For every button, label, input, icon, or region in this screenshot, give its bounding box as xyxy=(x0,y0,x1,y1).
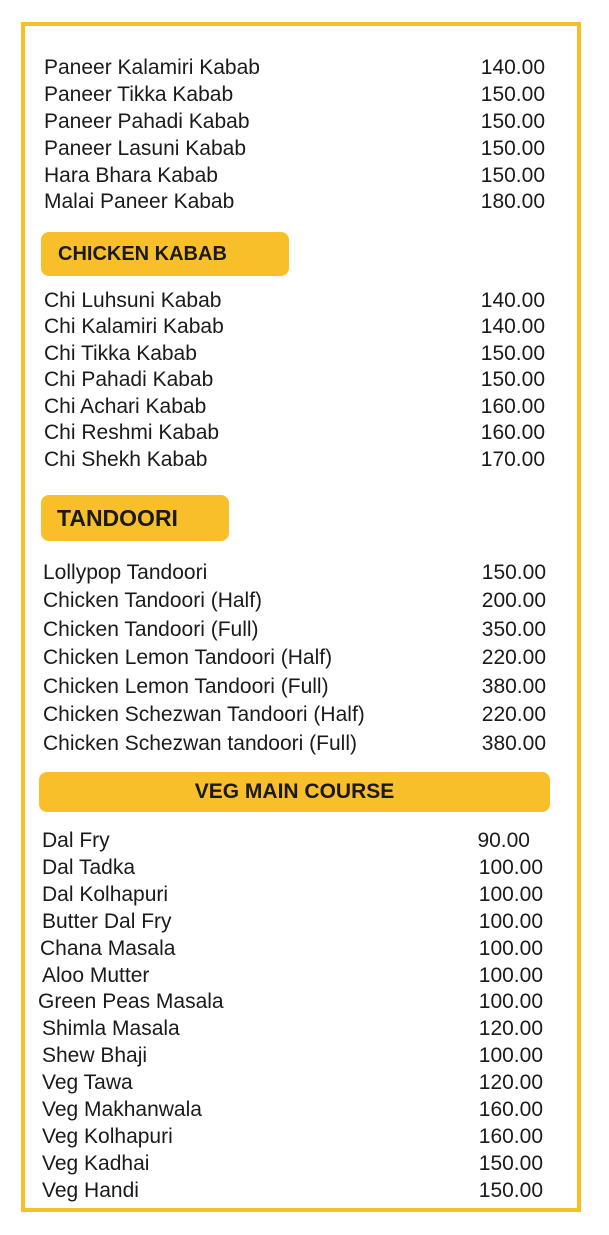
item-name: Chana Masala xyxy=(40,937,176,960)
menu-item xyxy=(25,1043,577,1069)
item-price: 150.00 xyxy=(478,1179,543,1202)
section-heading-tandoori: TANDOORI xyxy=(41,495,229,541)
item-name: Veg Kadhai xyxy=(42,1152,150,1175)
menu-item xyxy=(25,55,577,81)
menu-item xyxy=(25,1178,577,1204)
menu-item xyxy=(25,617,577,643)
menu-item xyxy=(25,731,577,757)
item-name: Green Peas Masala xyxy=(38,990,224,1013)
menu-item xyxy=(25,394,577,420)
menu-item xyxy=(25,674,577,700)
item-price: 140.00 xyxy=(480,289,545,312)
menu-item xyxy=(25,314,577,340)
item-name: Chicken Tandoori (Full) xyxy=(43,618,259,641)
item-name: Chi Luhsuni Kabab xyxy=(44,289,222,312)
menu-item xyxy=(25,1097,577,1123)
item-name: Shimla Masala xyxy=(42,1017,180,1040)
item-price: 220.00 xyxy=(481,646,546,669)
item-price: 100.00 xyxy=(478,937,543,960)
menu-item xyxy=(25,341,577,367)
item-price: 220.00 xyxy=(481,703,546,726)
menu-item xyxy=(25,989,577,1015)
item-name: Chi Pahadi Kabab xyxy=(44,368,214,391)
item-price: 180.00 xyxy=(480,190,545,213)
item-name: Chi Kalamiri Kabab xyxy=(44,315,224,338)
item-price: 160.00 xyxy=(480,395,545,418)
item-price: 100.00 xyxy=(478,964,543,987)
item-price: 160.00 xyxy=(480,421,545,444)
item-name: Chicken Schezwan tandoori (Full) xyxy=(43,732,357,755)
menu-item xyxy=(25,702,577,728)
menu-item xyxy=(25,828,577,854)
menu-item xyxy=(25,82,577,108)
item-price: 140.00 xyxy=(480,56,545,79)
menu-item xyxy=(25,163,577,189)
item-name: Chicken Lemon Tandoori (Full) xyxy=(43,675,329,698)
item-price: 150.00 xyxy=(481,561,546,584)
menu-item xyxy=(25,1151,577,1177)
menu-item xyxy=(25,963,577,989)
item-price: 120.00 xyxy=(478,1017,543,1040)
item-name: Paneer Tikka Kabab xyxy=(44,83,234,106)
item-price: 100.00 xyxy=(478,883,543,906)
item-price: 100.00 xyxy=(478,910,543,933)
menu-frame xyxy=(21,22,581,1212)
item-price: 120.00 xyxy=(478,1071,543,1094)
section-heading-veg-main-course: VEG MAIN COURSE xyxy=(39,772,550,812)
item-price: 350.00 xyxy=(481,618,546,641)
menu-item xyxy=(25,189,577,215)
item-price: 160.00 xyxy=(478,1098,543,1121)
menu-item xyxy=(25,909,577,935)
item-name: Malai Paneer Kabab xyxy=(44,190,235,213)
menu-item xyxy=(25,1070,577,1096)
menu-item xyxy=(25,367,577,393)
item-name: Paneer Lasuni Kabab xyxy=(44,137,246,160)
item-name: Paneer Pahadi Kabab xyxy=(44,110,250,133)
item-price: 380.00 xyxy=(481,675,546,698)
menu-item xyxy=(25,1016,577,1042)
item-price: 150.00 xyxy=(480,83,545,106)
menu-item xyxy=(25,560,577,586)
menu-item xyxy=(25,588,577,614)
item-name: Dal Kolhapuri xyxy=(42,883,169,906)
item-name: Butter Dal Fry xyxy=(42,910,172,933)
item-price: 150.00 xyxy=(480,164,545,187)
item-name: Paneer Kalamiri Kabab xyxy=(44,56,260,79)
item-name: Aloo Mutter xyxy=(42,964,150,987)
item-price: 140.00 xyxy=(480,315,545,338)
item-name: Chi Tikka Kabab xyxy=(44,342,197,365)
item-price: 100.00 xyxy=(478,856,543,879)
item-price: 150.00 xyxy=(480,110,545,133)
item-name: Lollypop Tandoori xyxy=(43,561,208,584)
menu-item xyxy=(25,136,577,162)
item-name: Chi Shekh Kabab xyxy=(44,448,208,471)
menu-item xyxy=(25,645,577,671)
item-name: Chi Achari Kabab xyxy=(44,395,207,418)
menu-item xyxy=(25,855,577,881)
menu-item xyxy=(25,882,577,908)
item-price: 150.00 xyxy=(480,368,545,391)
menu-item xyxy=(25,1124,577,1150)
menu-item xyxy=(25,936,577,962)
item-name: Dal Tadka xyxy=(42,856,136,879)
item-name: Chi Reshmi Kabab xyxy=(44,421,220,444)
item-price: 150.00 xyxy=(478,1152,543,1175)
item-name: Dal Fry xyxy=(42,829,110,852)
menu-item xyxy=(25,288,577,314)
section-heading-chicken-kabab: CHICKEN KABAB xyxy=(41,232,289,276)
item-name: Veg Kolhapuri xyxy=(42,1125,173,1148)
item-name: Hara Bhara Kabab xyxy=(44,164,218,187)
item-price: 170.00 xyxy=(480,448,545,471)
menu-item xyxy=(25,447,577,473)
menu-item xyxy=(25,109,577,135)
item-price: 200.00 xyxy=(481,589,546,612)
item-price: 100.00 xyxy=(478,1044,543,1067)
item-name: Veg Tawa xyxy=(42,1071,133,1094)
item-price: 380.00 xyxy=(481,732,546,755)
item-name: Chicken Schezwan Tandoori (Half) xyxy=(43,703,365,726)
item-price: 150.00 xyxy=(480,342,545,365)
item-price: 150.00 xyxy=(480,137,545,160)
item-name: Shew Bhaji xyxy=(42,1044,148,1067)
item-price: 160.00 xyxy=(478,1125,543,1148)
item-name: Veg Handi xyxy=(42,1179,139,1202)
item-name: Chicken Tandoori (Half) xyxy=(43,589,263,612)
item-name: Veg Makhanwala xyxy=(42,1098,202,1121)
item-name: Chicken Lemon Tandoori (Half) xyxy=(43,646,333,669)
item-price: 100.00 xyxy=(478,990,543,1013)
menu-item xyxy=(25,420,577,446)
item-price: 90.00 xyxy=(477,829,530,852)
